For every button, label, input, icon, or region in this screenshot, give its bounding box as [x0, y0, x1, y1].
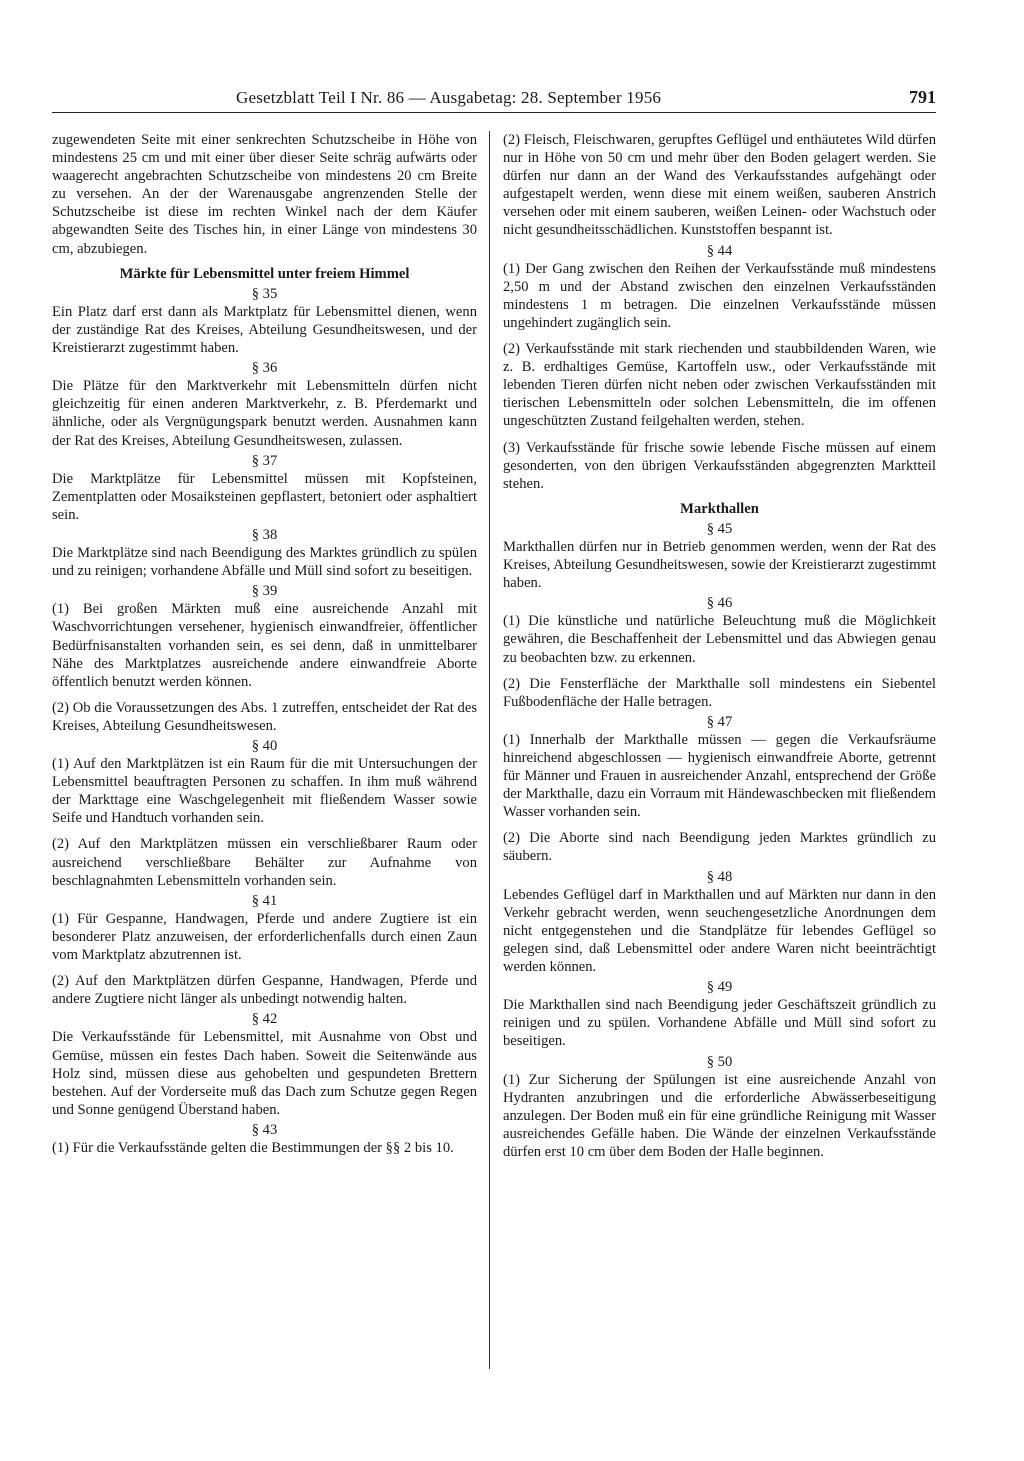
paragraph-number-45: § 45: [706, 520, 733, 537]
paragraph-number-36: § 36: [251, 360, 278, 377]
paragraph-35-text: Ein Platz darf erst dann als Marktplatz für Lebensmittel dienen, wenn der zuständige Rat des Kreises, Abteilung Gesundheitswesen, und der Kreistierarzt zugestimmt haben.: [52, 303, 477, 357]
paragraph-44-sub-3: (3) Verkaufsstände für frische sowie lebende Fische müssen auf einem gesonderten, von den übrigen Verkaufsständen abgegrenzten Marktteil stehen.: [503, 439, 936, 492]
page-header: [52, 88, 936, 110]
paragraph-39-sub-2: (2) Ob die Voraussetzungen des Abs. 1 zutreffen, entscheidet der Rat des Kreises, Abteilung Gesundheitswesen.: [52, 699, 477, 734]
paragraph-37-text: Die Marktplätze für Lebensmittel müssen mit Kopfsteinen, Zementplatten oder Mosaiksteinen gepflastert, betoniert oder asphaltiert sein.: [52, 470, 477, 523]
paragraph-43-sub-1: (1) Für die Verkaufsstände gelten die Bestimmungen der §§ 2 bis 10.: [52, 1139, 454, 1156]
paragraph-number-43: § 43: [251, 1121, 278, 1138]
paragraph-43-sub-2: (2) Fleisch, Fleischwaren, gerupftes Geflügel und enthäutetes Wild dürfen nur in Höhe von 50 cm und mehr über den Boden gelagert werden. Sie dürfen nur dann an der Wand des Verkaufsstandes aufgehängt oder aufgestapelt werden, wenn diese mit einem weißen, sauberen Anstrich versehen oder mit einem sauberen, weißen Leinen- oder Wachstuch oder nicht gesundheitsschädlichen. Kunststoffen bespannt ist.: [503, 132, 936, 239]
paragraph-49-text: Die Markthallen sind nach Beendigung jeder Geschäftszeit gründlich zu reinigen und zu spülen. Vorhandene Abfälle und Müll sind sofort zu beseitigen.: [503, 997, 936, 1050]
paragraph-number-41: § 41: [251, 892, 278, 909]
publication-title: Gesetzblatt Teil I Nr. 86 — Ausgabetag: 28. September 1956: [236, 88, 662, 107]
paragraph-42-text: Die Verkaufsstände für Lebensmittel, mit Ausnahme von Obst und Gemüse, müssen ein festes Dach haben. Soweit die Seitenwände aus Holz sind, müssen diese aus gehobelten und gespundeten Brettern bestehen. Auf der Vorderseite muß das Dach zum Schutze gegen Regen und Sonne genügend Überstand haben.: [52, 1029, 477, 1118]
paragraph-41-sub-2: (2) Auf den Marktplätzen dürfen Gespanne, Handwagen, Pferde und andere Zugtiere nicht länger als unbedingt notwendig halten.: [52, 973, 477, 1008]
paragraph-39-sub-1: (1) Bei großen Märkten muß eine ausreichende Anzahl mit Waschvorrichtungen versehener, hygienisch einwandfreier, öffentlicher Bedürfnisanstalten vorhanden sein, es sei denn, daß in unmittelbarer Nähe des Marktplatzes ausreichende andere einwandfreie Aborte öffentlich benutzt werden können.: [52, 601, 477, 690]
right-column: [503, 131, 936, 1161]
paragraph-number-39: § 39: [251, 583, 278, 600]
paragraph-number-50: § 50: [706, 1053, 733, 1070]
section-heading-halls: Markthallen: [680, 500, 759, 517]
paragraph-number-44: § 44: [706, 242, 733, 259]
paragraph-number-48: § 48: [706, 868, 733, 885]
section-heading-markets: Märkte für Lebensmittel unter freiem Himmel: [119, 265, 410, 282]
paragraph-number-47: § 47: [706, 713, 733, 730]
paragraph-41-sub-1: (1) Für Gespanne, Handwagen, Pferde und andere Zugtiere ist ein besonderer Platz anzuweisen, der erforderlichenfalls durch einen Zaun vom Marktplatz abzutrennen ist.: [52, 910, 477, 964]
paragraph-50-sub-1: (1) Zur Sicherung der Spülungen ist eine ausreichende Anzahl von Hydranten anzubringen und die erforderliche Abwässerbeseitigung anzulegen. Der Boden muß ein für eine gründliche Reinigung mit Wasser ausreichendes Gefälle haben. Die Wände der einzelnen Verkaufsstände dürfen erst 10 cm über dem Boden der Halle beginnen.: [503, 1071, 936, 1160]
paragraph-40-sub-2: (2) Auf den Marktplätzen müssen ein verschließbarer Raum oder ausreichend verschließbare Behälter zur Aufnahme von beschlagnahmten Lebensmitteln vorhanden sein.: [52, 836, 477, 889]
left-column: [52, 131, 477, 1157]
paragraph-44-sub-2: (2) Verkaufsstände mit stark riechenden und staubbildenden Waren, wie z. B. erdhaltiges Gemüse, Kartoffeln usw., oder Verkaufsstände mit lebenden Tieren dürfen nicht neben oder zwischen Verkaufsständen mit tierischen Lebensmitteln oder solchen Lebensmitteln, die im offenen ungeschützten Zustand feilgehalten werden, stehen.: [503, 341, 936, 430]
paragraph-44-sub-1: (1) Der Gang zwischen den Reihen der Verkaufsstände muß mindestens 2,50 m und der Abstand zwischen den einzelnen Verkaufsständen mindestens 1 m betragen. Die einzelnen Verkaufsstände müssen ungehindert zugänglich sein.: [503, 260, 936, 331]
paragraph-46-sub-2: (2) Die Fensterfläche der Markthalle soll mindestens ein Siebentel Fußbodenfläche der Halle betragen.: [503, 675, 936, 710]
paragraph-number-49: § 49: [706, 979, 733, 996]
paragraph-46-sub-1: (1) Die künstliche und natürliche Beleuchtung muß die Möglichkeit gewähren, die Beschaffenheit der Lebensmittel und das Abwiegen genau zu beobachten bzw. zu erkennen.: [503, 613, 936, 666]
paragraph-40-sub-1: (1) Auf den Marktplätzen ist ein Raum für die mit Untersuchungen der Lebensmittel beauftragten Personen zu schaffen. In ihm muß während der Markttage eine Waschgelegenheit mit fließendem Wasser sowie Seife und Handtuch vorhanden sein.: [52, 756, 477, 827]
paragraph-number-40: § 40: [251, 738, 278, 754]
paragraph-number-46: § 46: [706, 595, 733, 612]
paragraph-36-text: Die Plätze für den Marktverkehr mit Lebensmitteln dürfen nicht gleichzeitig für einen anderen Marktverkehr, z. B. Pferdemarkt und ähnliche, oder als Vergnügungspark benutzt werden. Ausnahmen kann der Rat des Kreises, Abteilung Gesundheitswesen, zulassen.: [52, 378, 477, 449]
paragraph-47-sub-2: (2) Die Aborte sind nach Beendigung jeden Marktes gründlich zu säubern.: [503, 830, 936, 865]
paragraph-number-42: § 42: [251, 1011, 278, 1028]
paragraph-47-sub-1: (1) Innerhalb der Markthalle müssen — gegen die Verkaufsräume hinreichend abgeschlossen — hygienisch einwandfreie Aborte, getrennt für Männer und Frauen in ausreichender Anzahl, entsprechend der Größe der Markthalle, dazu ein Vorraum mit Händewaschbecken mit fließendem Wasser vorhanden sein.: [503, 731, 936, 821]
paragraph-number-38: § 38: [251, 526, 278, 543]
paragraph-45-text: Markthallen dürfen nur in Betrieb genommen werden, wenn der Rat des Kreises, Abteilung Gesundheitswesen, sowie der Kreistierarzt zugestimmt haben.: [503, 538, 936, 592]
page-number: 791: [909, 87, 936, 107]
column-divider: [489, 131, 490, 1369]
paragraph-48-text: Lebendes Geflügel darf in Markthallen und auf Märkten nur dann in den Verkehr gebracht werden, wenn seuchengesetzliche Anordnungen dem nicht entgegenstehen und die Standplätze für lebendes Geflügel so gelegen sind, daß Lebensmittel oder andere Waren nicht beeinträchtigt werden können.: [503, 886, 936, 976]
continuation-paragraph: zugewendeten Seite mit einer senkrechten Schutzscheibe in Höhe von mindestens 25 cm und mit einer über dieser Seite schräg aufwärts oder waagerecht angebrachten Schutzscheibe von mindestens 20 cm Breite zu versehen. An der der Warenausgabe angrenzenden Stelle der Schutzscheibe ist diese im rechten Winkel nach der dem Käufer abgewandten Seite des Tisches hin, in einer Länge von mindestens 30 cm, abzubiegen.: [52, 132, 477, 257]
header-rule: [52, 112, 936, 113]
paragraph-38-text: Die Marktplätze sind nach Beendigung des Marktes gründlich zu spülen und zu reinigen; vorhandene Abfälle und Müll sind sofort zu beseitigen.: [52, 545, 477, 580]
paragraph-number-35: § 35: [251, 285, 278, 302]
paragraph-number-37: § 37: [251, 452, 278, 469]
